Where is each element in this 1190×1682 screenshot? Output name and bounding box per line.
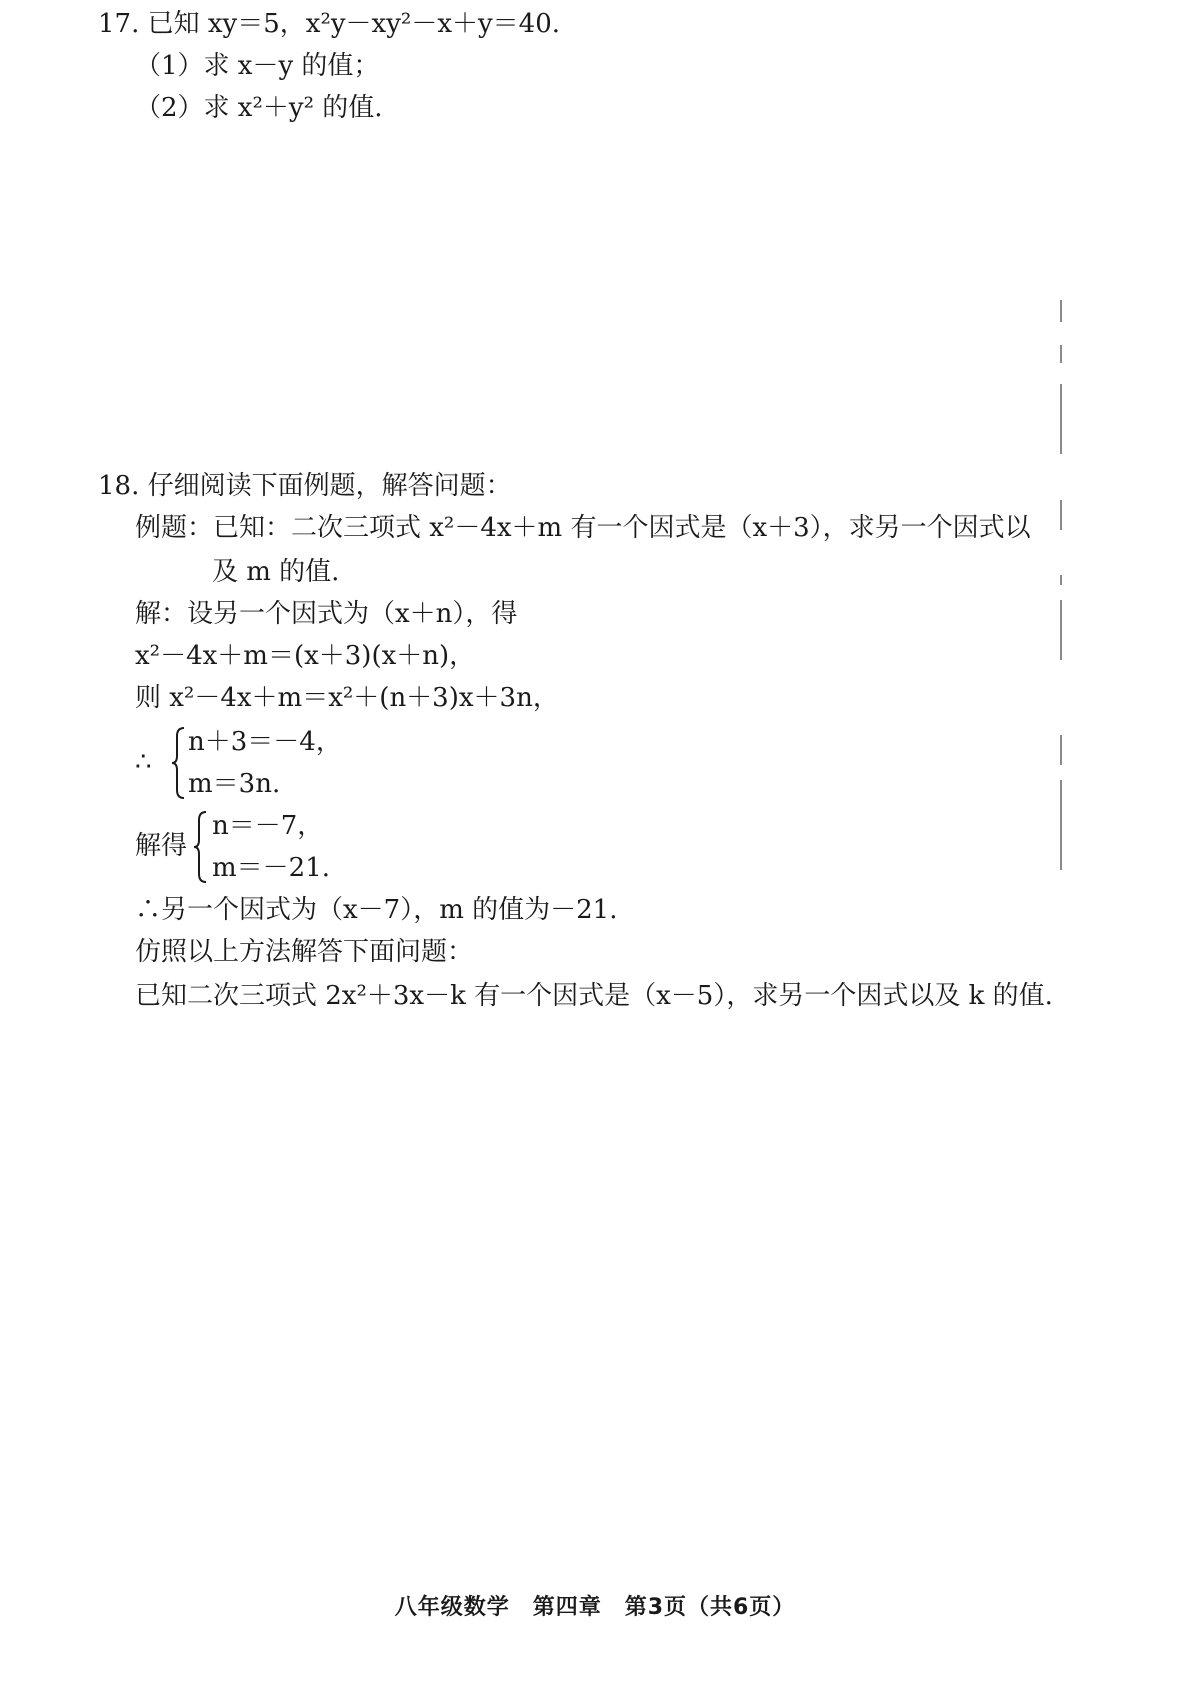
q18-example-line2: 及 m 的值. bbox=[212, 557, 340, 587]
therefore-symbol: ∴ bbox=[135, 747, 152, 777]
q17-stem-prefix: 17. 已知 bbox=[98, 9, 208, 39]
q18-solution-intro: 解：设另一个因式为（x＋n），得 bbox=[135, 599, 518, 629]
page-footer: 八年级数学 第四章 第3页（共6页） bbox=[394, 1595, 796, 1620]
binding-line bbox=[1060, 500, 1062, 530]
left-brace-icon bbox=[170, 726, 186, 800]
q18-problem: 已知二次三项式 2x²＋3x－k 有一个因式是（x－5），求另一个因式以及 k 的值. bbox=[135, 981, 1053, 1011]
q18-conclusion: ∴另一个因式为（x－7），m 的值为－21. bbox=[135, 895, 618, 925]
q18-instruction: 仿照以上方法解答下面问题： bbox=[135, 937, 474, 967]
binding-line bbox=[1060, 780, 1062, 870]
binding-line bbox=[1060, 600, 1062, 660]
binding-line bbox=[1060, 735, 1062, 765]
binding-line bbox=[1060, 575, 1062, 585]
q18-eq2: 则 x²－4x＋m＝x²＋(n＋3)x＋3n， bbox=[135, 683, 559, 713]
q17-part1: （1）求 x－y 的值； bbox=[135, 51, 380, 81]
system2-brace bbox=[192, 810, 208, 884]
binding-line bbox=[1060, 384, 1062, 454]
system2-row2: m＝－21. bbox=[212, 853, 331, 883]
system1-row2: m＝3n. bbox=[188, 769, 281, 799]
system2-row1: n＝－7， bbox=[212, 811, 324, 841]
left-brace-icon bbox=[192, 810, 208, 884]
system1-brace bbox=[170, 726, 186, 800]
q18-eq1: x²－4x＋m＝(x＋3)(x＋n)， bbox=[135, 641, 476, 671]
q18-stem: 18. 仔细阅读下面例题，解答问题： bbox=[98, 471, 512, 501]
q18-example-line1: 例题：已知：二次三项式 x²－4x＋m 有一个因式是（x＋3），求另一个因式以 bbox=[135, 513, 1031, 543]
system1-row1: n＋3＝－4， bbox=[188, 727, 342, 757]
binding-line bbox=[1060, 300, 1062, 322]
q17-stem bbox=[98, 8, 560, 40]
binding-line bbox=[1060, 345, 1062, 363]
q17-stem-math: xy＝5，x²y－xy²－x＋y＝40. bbox=[207, 9, 561, 39]
solve-label: 解得 bbox=[135, 831, 188, 861]
q17-part2: （2）求 x²＋y² 的值. bbox=[135, 93, 383, 123]
